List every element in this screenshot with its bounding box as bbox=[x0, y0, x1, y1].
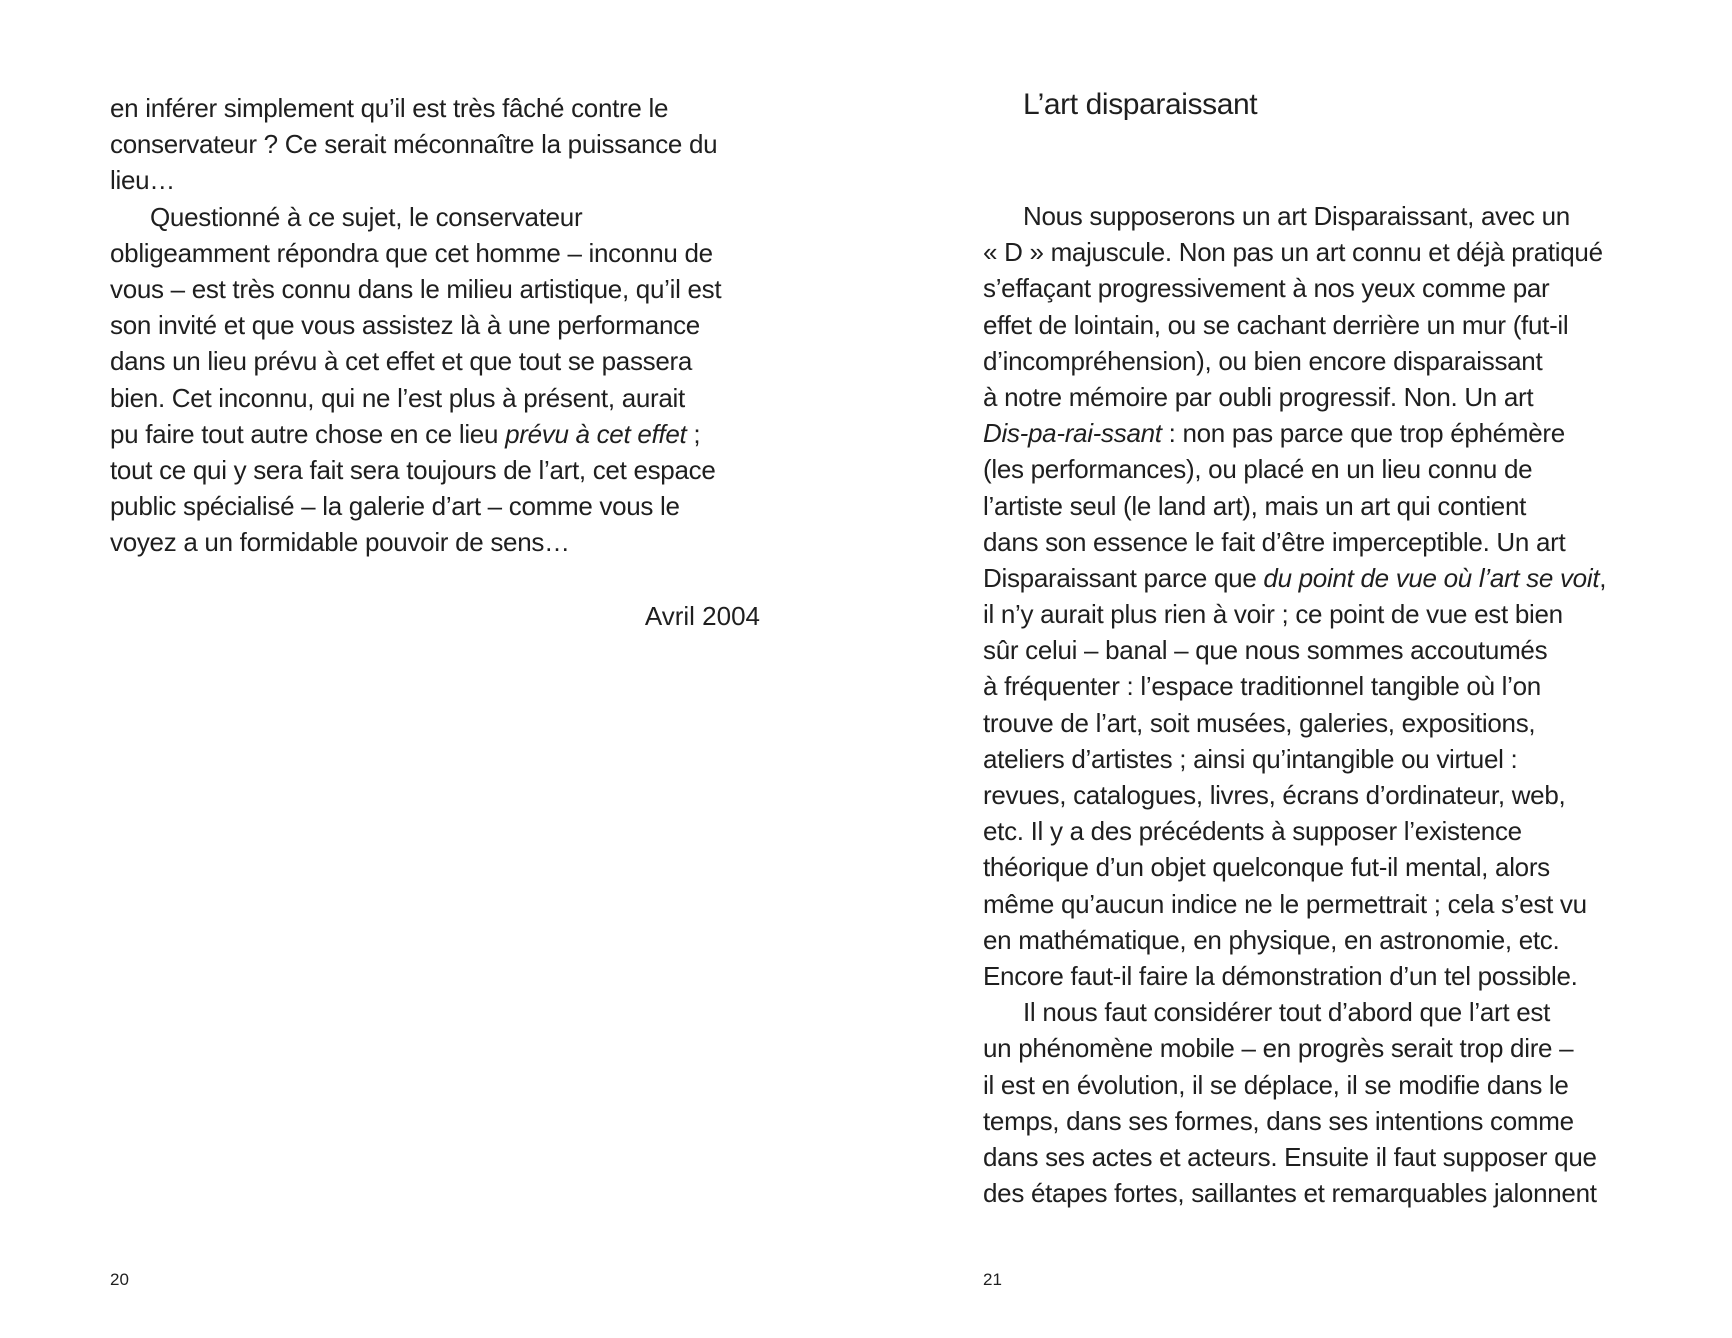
text-line: conservateur ? Ce serait méconnaître la puissance du bbox=[110, 129, 718, 160]
right-page-body bbox=[983, 198, 1643, 1211]
text-segment: , bbox=[1599, 562, 1607, 593]
text-line: tout ce qui y sera fait sera toujours de l’art, cet espace bbox=[110, 454, 716, 485]
text-line: voyez a un formidable pouvoir de sens… bbox=[110, 527, 570, 558]
text-line: effet de lointain, ou se cachant derrière un mur (fut-il bbox=[983, 309, 1569, 340]
page-number-right: 21 bbox=[983, 1270, 1002, 1289]
date-signature: Avril 2004 bbox=[644, 601, 760, 631]
text-line: des étapes fortes, saillantes et remarquables jalonnent bbox=[983, 1178, 1597, 1209]
italic-text: du point de vue où l’art se voit bbox=[1263, 562, 1600, 593]
text-line-paragraph-start: Il nous faut considérer tout d’abord que l’art est bbox=[1023, 997, 1550, 1028]
text-line: dans son essence le fait d’être imperceptible. Un art bbox=[983, 526, 1566, 557]
text-segment: pu faire tout autre chose en ce lieu bbox=[110, 418, 506, 449]
text-line: Encore faut-il faire la démonstration d’un tel possible. bbox=[983, 960, 1578, 991]
text-segment: : non pas parce que trop éphémère bbox=[1161, 418, 1565, 449]
text-line-paragraph-start: Nous supposerons un art Disparaissant, avec un bbox=[1023, 201, 1570, 231]
text-line bbox=[983, 560, 1643, 596]
text-line: (les performances), ou placé en un lieu connu de bbox=[983, 454, 1533, 485]
text-line: s’effaçant progressivement à nos yeux comme par bbox=[983, 273, 1550, 304]
text-line: dans un lieu prévu à cet effet et que tout se passera bbox=[110, 346, 693, 377]
text-line: bien. Cet inconnu, qui ne l’est plus à présent, aurait bbox=[110, 382, 685, 413]
text-line: à notre mémoire par oubli progressif. Non. Un art bbox=[983, 381, 1534, 412]
text-line: il n’y aurait plus rien à voir ; ce point de vue est bien bbox=[983, 599, 1563, 630]
text-line: en mathématique, en physique, en astronomie, etc. bbox=[983, 924, 1560, 955]
text-line: à fréquenter : l’espace traditionnel tangible où l’on bbox=[983, 671, 1541, 702]
text-line: dans ses actes et acteurs. Ensuite il faut supposer que bbox=[983, 1141, 1597, 1172]
text-line: en inférer simplement qu’il est très fâché contre le bbox=[110, 93, 669, 123]
text-line: vous – est très connu dans le milieu artistique, qu’il est bbox=[110, 273, 722, 304]
text-line-paragraph-start: Questionné à ce sujet, le conservateur bbox=[150, 201, 583, 232]
text-line: trouve de l’art, soit musées, galeries, expositions, bbox=[983, 707, 1536, 738]
text-line: il est en évolution, il se déplace, il se modifie dans le bbox=[983, 1069, 1569, 1100]
text-line: même qu’aucun indice ne le permettrait ; cela s’est vu bbox=[983, 888, 1587, 919]
left-page-body bbox=[110, 90, 770, 560]
text-line: ateliers d’artistes ; ainsi qu’intangible ou virtuel : bbox=[983, 743, 1518, 774]
text-line: sûr celui – banal – que nous sommes accoutumés bbox=[983, 635, 1548, 666]
text-line: revues, catalogues, livres, écrans d’ordinateur, web, bbox=[983, 780, 1566, 810]
text-line: etc. Il y a des précédents à supposer l’existence bbox=[983, 816, 1522, 847]
text-line: un phénomène mobile – en progrès serait trop dire – bbox=[983, 1033, 1574, 1064]
text-line: lieu… bbox=[110, 165, 175, 196]
italic-text: prévu à cet effet bbox=[505, 418, 687, 449]
chapter-heading: L’art disparaissant bbox=[1023, 88, 1258, 121]
text-segment: ; bbox=[686, 418, 701, 449]
text-segment: Disparaissant parce que bbox=[983, 562, 1264, 593]
text-line: théorique d’un objet quelconque fut-il mental, alors bbox=[983, 852, 1550, 883]
text-line: temps, dans ses formes, dans ses intentions comme bbox=[983, 1105, 1574, 1136]
text-line: l’artiste seul (le land art), mais un art qui contient bbox=[983, 490, 1527, 521]
text-line bbox=[983, 415, 1643, 451]
text-line: « D » majuscule. Non pas un art connu et déjà pratiqué bbox=[983, 237, 1603, 268]
italic-text: Dis-pa-rai-ssant bbox=[983, 418, 1162, 449]
text-line: obligeamment répondra que cet homme – inconnu de bbox=[110, 237, 713, 268]
text-line: d’incompréhension), ou bien encore disparaissant bbox=[983, 345, 1543, 376]
text-line bbox=[110, 416, 770, 452]
text-line: son invité et que vous assistez là à une performance bbox=[110, 310, 700, 341]
page-number-left: 20 bbox=[110, 1270, 129, 1289]
text-line: public spécialisé – la galerie d’art – comme vous le bbox=[110, 491, 680, 522]
